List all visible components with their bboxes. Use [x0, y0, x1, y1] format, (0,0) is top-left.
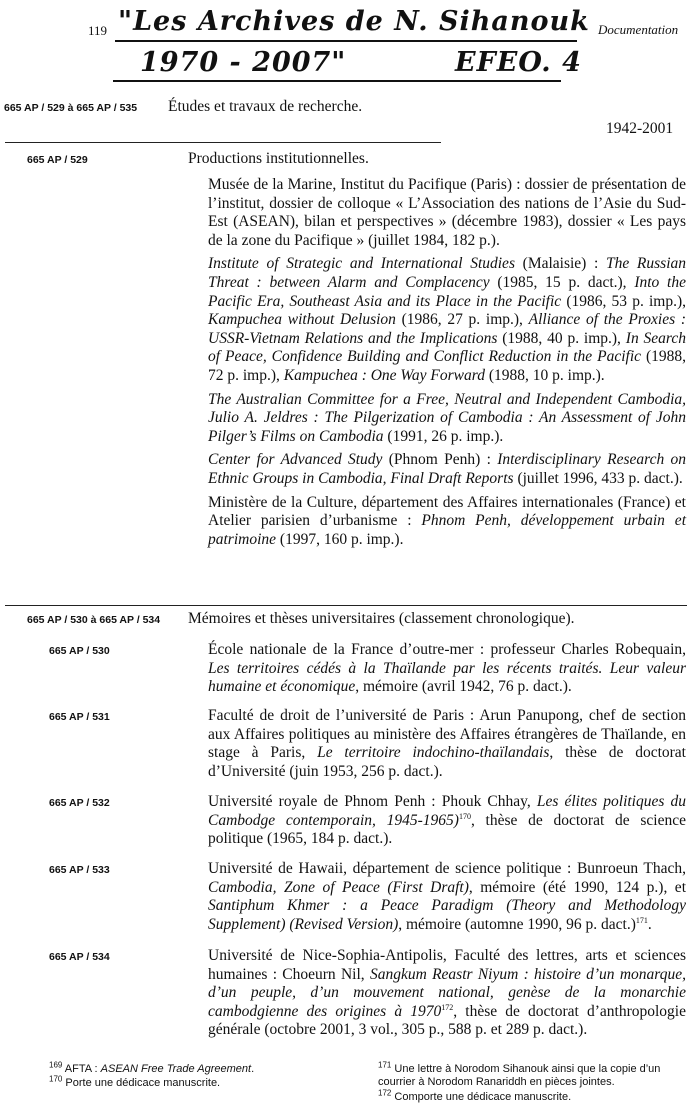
handwritten-underline-1 [115, 40, 577, 42]
entry-musee-marine: Musée de la Marine, Institut du Pacifique (Paris) : dossier de présentation de l’institut, dossier de colloque « L’Association des nations de l’Asie du Sud-Est (ASEAN), bilan et perspectives » (décembre 1983), dossier « Les pays de la zone du Pacifique » (juillet 1984, 182 p.). [208, 176, 686, 249]
handwritten-title: "Les Archives de N. Sihanouk [118, 6, 590, 37]
footnote-ref-172: 172 [441, 1002, 454, 1012]
handwritten-efeo: EFEO. 4 [455, 47, 582, 78]
item-code-534: 665 AP / 534 [49, 951, 110, 963]
item-body-531: Faculté de droit de l’université de Paris : Arun Panupong, chef de section aux Affaires politiques au ministère des Affaires étrangères de Thaïlande, en stage à Paris, Le territoire indochino-thaïlandais, thèse de doctorat d’Université (juin 1953, 256 p. dact.). [208, 707, 686, 780]
entry-ministere-culture: Ministère de la Culture, département des Affaires internationales (France) et Atelier parisien d’urbanisme : Phnom Penh, développement urbain et patrimoine (1997, 160 p. imp.). [208, 493, 686, 548]
footnote-ref-170: 170 [458, 811, 471, 821]
item-body-534: Université de Nice-Sophia-Antipolis, Faculté des lettres, arts et sciences humaines : Choeurn Nil, Sangkum Reastr Niyum : histoire d’un monarque, d’un peuple, d’un mouvement national, genèse de la monarchie cambodgienne des origines à 1970$^{172}$, thèse de doctorat d’anthropologie générale (octobre 2001, 3 vol., 305 p., 588 p. et 289 p. dact.). [208, 947, 686, 1039]
subsection-title: Mémoires et thèses universitaires (classement chronologique). [188, 610, 575, 627]
section-code: 665 AP / 529 à 665 AP / 535 [4, 102, 138, 114]
section-title: Études et travaux de recherche. [168, 98, 363, 115]
subsection-code: 665 AP / 530 à 665 AP / 534 [27, 614, 161, 626]
divider [5, 605, 687, 606]
divider [5, 142, 441, 143]
section-dates: 1942-2001 [606, 120, 674, 137]
item-code-529: 665 AP / 529 [27, 154, 88, 166]
item-body-529 [208, 176, 686, 554]
footnote-170: $^{170}$ Porte une dédicace manuscrite. [49, 1074, 221, 1089]
item-code-531: 665 AP / 531 [49, 711, 110, 723]
section-label: Documentation [598, 22, 679, 37]
footnote-ref-171: 171 [635, 915, 648, 925]
footnote-172: $^{172}$ Comporte une dédicace manuscrite. [378, 1088, 572, 1103]
footnote-171: $^{171}$ Une lettre à Norodom Sihanouk ainsi que la copie d’un courrier à Norodom Ranariddh en pièces jointes. [378, 1060, 661, 1088]
footnote-169: $^{169}$ AFTA : ASEAN Free Trade Agreement. [49, 1060, 255, 1075]
entry-australian-committee: The Australian Committee for a Free, Neutral and Independent Cambodia, Julio A. Jeldres : The Pilgerization of Cambodia : An Assessment of John Pilger’s Films on Cambodia (1991, 26 p. imp.). [208, 390, 686, 445]
item-body-533: Université de Hawaii, département de science politique : Bunroeun Thach, Cambodia, Zone of Peace (First Draft), mémoire (été 1990, 124 p.), et Santiphum Khmer : a Peace Paradigm (Theory and Methodology Supplement) (Revised Version), mémoire (automne 1990, 96 p. dact.)$^{171}$. [208, 860, 686, 933]
item-code-530: 665 AP / 530 [49, 645, 110, 657]
entry-center-advanced-study: Center for Advanced Study (Phnom Penh) : Interdisciplinary Research on Ethnic Groups in Cambodia, Final Draft Reports (juillet 1996, 433 p. dact.). [208, 451, 686, 487]
item-code-533: 665 AP / 533 [49, 864, 110, 876]
item-body-530: École nationale de la France d’outre-mer : professeur Charles Robequain, Les territoires cédés à la Thaïlande par les récents traités. Leur valeur humaine et économique, mémoire (avril 1942, 76 p. dact.). [208, 641, 686, 696]
handwritten-underline-2 [113, 80, 561, 82]
page-number: 119 [88, 23, 108, 38]
item-body-532: Université royale de Phnom Penh : Phouk Chhay, Les élites politiques du Cambodge contemporain, 1945-1965)$^{170}$, thèse de doctorat de science politique (1965, 184 p. dact.). [208, 793, 686, 848]
entry-isis: Institute of Strategic and International Studies (Malaisie) : The Russian Threat : between Alarm and Complacency (1985, 15 p. dact.), Into the Pacific Era, Southeast Asia and its Place in the Pacific (1986, 53 p. imp.), Kampuchea without Delusion (1986, 27 p. imp.), Alliance of the Proxies : USSR-Vietnam Relations and the Implications (1988, 40 p. imp.), In Search of Peace, Confidence Building and Conflict Reduction in the Pacific (1988, 72 p. imp.), Kampuchea : One Way Forward (1988, 10 p. imp.). [208, 255, 687, 384]
handwritten-dates: 1970 - 2007" [140, 47, 347, 78]
item-title-529: Productions institutionnelles. [188, 150, 369, 167]
item-code-532: 665 AP / 532 [49, 797, 110, 809]
